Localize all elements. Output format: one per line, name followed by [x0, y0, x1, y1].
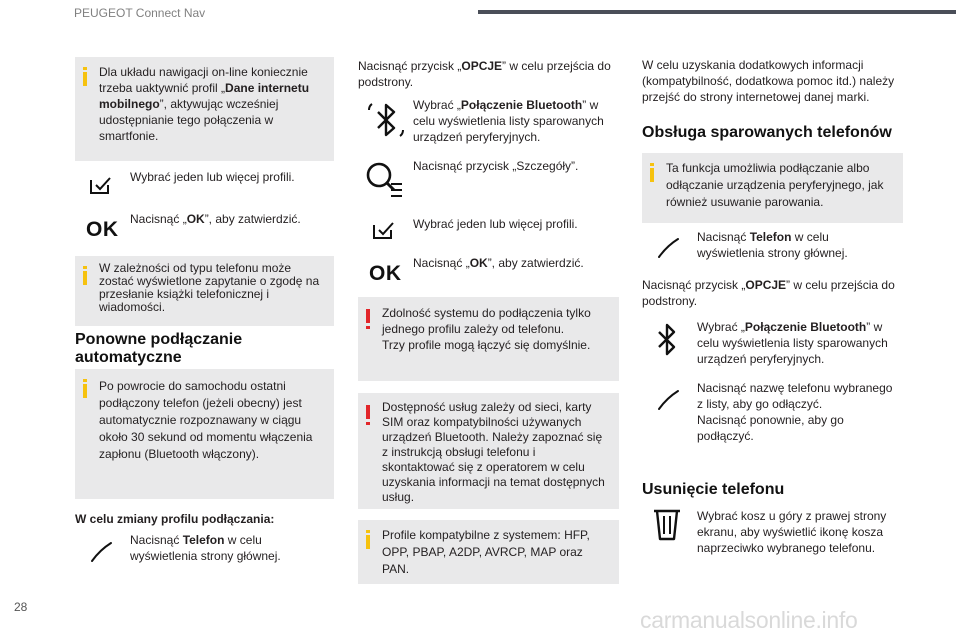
- intro-more-info: W celu uzyskania dodatkowych informacji (kompatybilność, dodatkowa pomoc itd.) należy przejść do strony internetowej danej marki.: [642, 58, 895, 104]
- info-box-compatible-profiles: [358, 520, 619, 584]
- touch-press-icon: [656, 236, 680, 265]
- step-select-profiles: Wybrać jeden lub więcej profili.: [130, 170, 295, 184]
- info-box-autoconnect: [75, 369, 334, 499]
- section-heading: Ponowne podłączanie automatyczne: [75, 331, 243, 366]
- info-text: W zależności od typu telefonu może zostać wyświetlone zapytanie o zgodę na przesłanie książki telefonicznej i wiadomości.: [99, 261, 320, 314]
- touch-press-icon: [656, 388, 680, 417]
- checkbox-icon: [372, 220, 396, 245]
- ok-icon: OK: [86, 218, 119, 241]
- step-delete-phone: Wybrać kosz u góry z prawej strony ekranu, aby wyświetlić ikonę kosza naprzeciwko wybranego telefonu.: [697, 509, 887, 555]
- step-press-phone: Nacisnąć Telefon w celu wyświetlenia strony głównej.: [130, 533, 281, 563]
- warning-box-services: [358, 393, 619, 509]
- info-box-phonebook: [75, 256, 334, 326]
- section-heading: Usunięcie telefonu: [642, 481, 785, 498]
- step-bluetooth-connection: Wybrać „Połączenie Bluetooth” w celu wyświetlenia listy sparowanych urządzeń peryferyjnych.: [413, 98, 604, 144]
- step-press-phone: Nacisnąć Telefon w celu wyświetlenia strony głównej.: [697, 230, 848, 260]
- touch-press-icon: [89, 540, 113, 569]
- info-box-pairing: [642, 153, 903, 223]
- details-magnifier-icon: [364, 160, 404, 205]
- page-number: 28: [14, 600, 28, 614]
- step-disconnect-phone: Nacisnąć nazwę telefonu wybranego z listy, aby go odłączyć. Nacisnąć ponownie, aby go podłączyć.: [697, 381, 893, 443]
- subheading: W celu zmiany profilu podłączania:: [75, 512, 275, 526]
- warning-text: Dostępność usług zależy od sieci, karty SIM oraz kompatybilności używanych urządzeń Bluetooth. Należy zapoznać się z instrukcją obsługi telefonu i skontaktować się z operatorem w celu uzyskania informacji na temat dostępnych usług.: [382, 400, 605, 504]
- info-text: Dla układu nawigacji on-line koniecznie trzeba uaktywnić profil „Dane internetu mobilnego”, aktywując wcześniej udostępnianie tego połączenia w smartfonie.: [99, 65, 310, 143]
- info-text: Ta funkcja umożliwia podłączanie albo odłączanie urządzenia peryferyjnego, jak również usuwanie parowania.: [666, 161, 884, 209]
- warning-box-profiles: [358, 297, 619, 381]
- paragraph-options: Nacisnąć przycisk „OPCJE” w celu przejścia do podstrony.: [642, 278, 895, 308]
- step-select-profiles: Wybrać jeden lub więcej profili.: [413, 217, 578, 231]
- intro-options: Nacisnąć przycisk „OPCJE” w celu przejścia do podstrony.: [358, 59, 611, 89]
- checkbox-icon: [89, 175, 113, 200]
- ok-icon: OK: [369, 262, 402, 285]
- bluetooth-icon: [656, 322, 678, 363]
- section-heading: Obsługa sparowanych telefonów: [642, 124, 892, 141]
- header-bar: [478, 10, 956, 14]
- info-box-mobile-data: [75, 57, 334, 161]
- running-header: PEUGEOT Connect Nav: [74, 6, 206, 20]
- info-text: Profile kompatybilne z systemem: HFP, OPP, PBAP, A2DP, AVRCP, MAP oraz PAN.: [382, 528, 590, 576]
- warning-text: Zdolność systemu do podłączenia tylko jednego profilu zależy od telefonu. Trzy profile mogą łączyć się domyślnie.: [382, 306, 591, 352]
- step-press-details: Nacisnąć przycisk „Szczegóły”.: [413, 159, 579, 173]
- step-confirm-ok: Nacisnąć „OK”, aby zatwierdzić.: [413, 256, 584, 270]
- step-bluetooth-connection: Wybrać „Połączenie Bluetooth” w celu wyświetlenia listy sparowanych urządzeń peryferyjnych.: [697, 320, 888, 366]
- bluetooth-icon: [368, 100, 404, 145]
- watermark: carmanualsonline.info: [640, 607, 858, 633]
- step-confirm-ok: Nacisnąć „OK”, aby zatwierdzić.: [130, 212, 301, 226]
- info-text: Po powrocie do samochodu ostatni podłączony telefon (jeżeli obecny) jest automatycznie rozpoznawany w ciągu około 30 sekund od momentu włączenia zapłonu (Bluetooth włączony).: [99, 379, 313, 461]
- trash-icon: [652, 508, 682, 547]
